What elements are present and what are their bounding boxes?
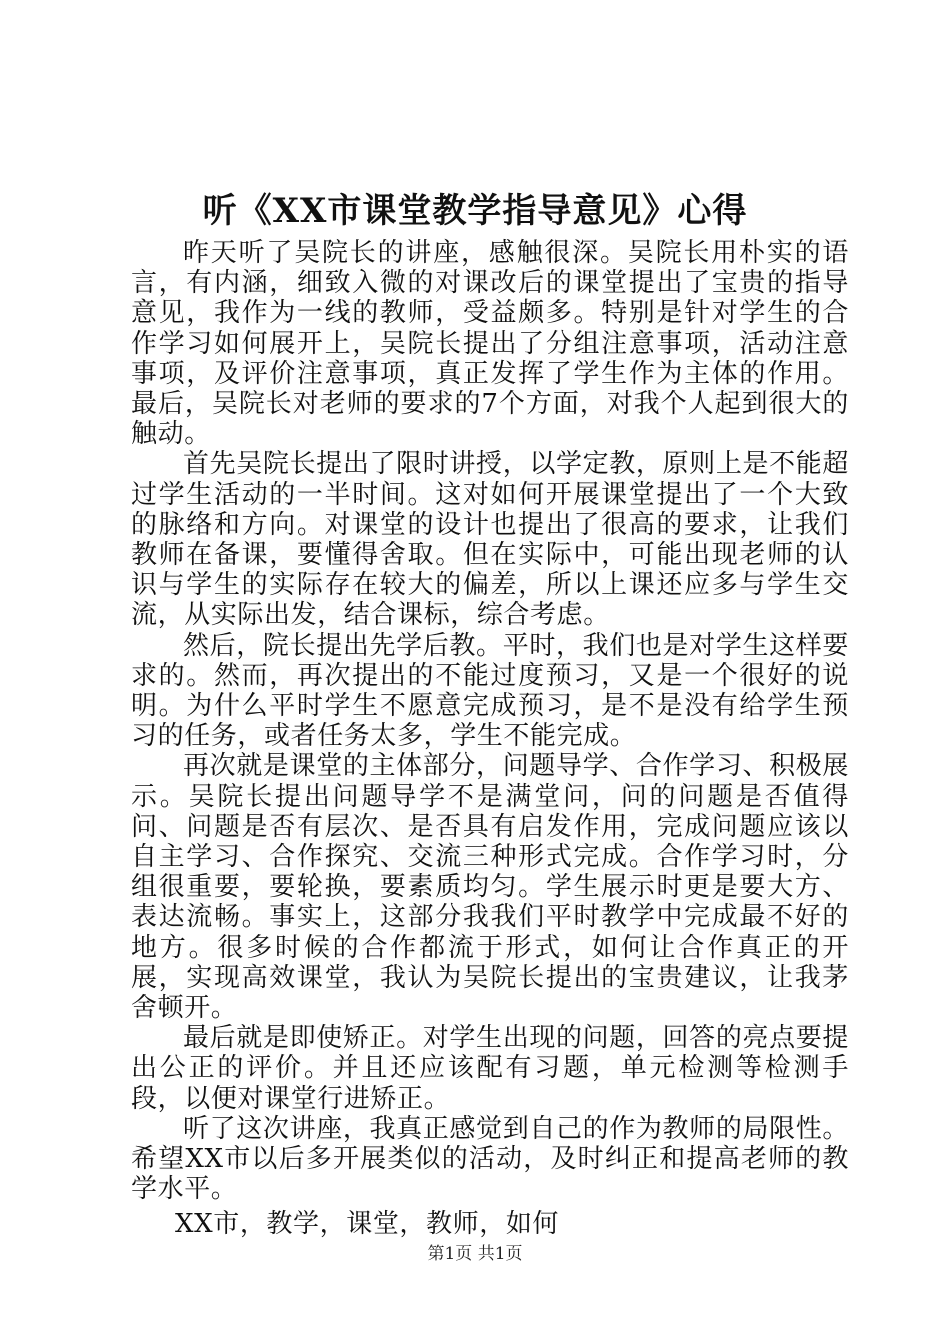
document-body [131, 238, 849, 1239]
paragraph-1: 昨天听了吴院长的讲座，感触很深。吴院长用朴实的语言，有内涵，细致入微的对课改后的课堂提出了宝贵的指导意见，我作为一线的教师，受益颇多。特别是针对学生的合作学习如何展开上，吴院长提出了分组注意事项，活动注意事项，及评价注意事项，真正发挥了学生作为主体的作用。最后，吴院长对老师的要求的7个方面，对我个人起到很大的触动。 [131, 238, 849, 450]
paragraph-6: 听了这次讲座，我真正感觉到自己的作为教师的局限性。希望XX市以后多开展类似的活动，及时纠正和提高老师的教学水平。 [131, 1113, 849, 1205]
page-number-footer: 第1页 共1页 [427, 1244, 523, 1264]
paragraph-4: 再次就是课堂的主体部分，问题导学、合作学习、积极展示。吴院长提出问题导学不是满堂问，问的问题是否值得问、问题是否有层次、是否具有启发作用，完成问题应该以自主学习、合作探究、交流三种形式完成。合作学习时，分组很重要，要轮换，要素质均匀。学生展示时更是要大方、表达流畅。事实上，这部分我我们平时教学中完成最不好的地方。很多时候的合作都流于形式，如何让合作真正的开展，实现高效课堂，我认为吴院长提出的宝贵建议，让我茅舍顿开。 [131, 751, 849, 1024]
paragraph-3: 然后，院长提出先学后教。平时，我们也是对学生这样要求的。然而，再次提出的不能过度预习，又是一个很好的说明。为什么平时学生不愿意完成预习，是不是没有给学生预习的任务，或者任务太多，学生不能完成。 [131, 630, 849, 752]
keywords-line: XX市，教学，课堂，教师，如何 [175, 1208, 560, 1239]
paragraph-5: 最后就是即使矫正。对学生出现的问题，回答的亮点要提出公正的评价。并且还应该配有习题，单元检测等检测手段，以便对课堂行进矫正。 [131, 1023, 849, 1114]
paragraph-2: 首先吴院长提出了限时讲授，以学定教，原则上是不能超过学生活动的一半时间。这对如何开展课堂提出了一个大致的脉络和方向。对课堂的设计也提出了很高的要求，让我们教师在备课，要懂得舍取。但在实际中，可能出现老师的认识与学生的实际存在较大的偏差，所以上课还应多与学生交流，从实际出发，结合课标，综合考虑。 [131, 449, 849, 631]
document-title: 听《XX市课堂教学指导意见》心得 [202, 191, 748, 231]
